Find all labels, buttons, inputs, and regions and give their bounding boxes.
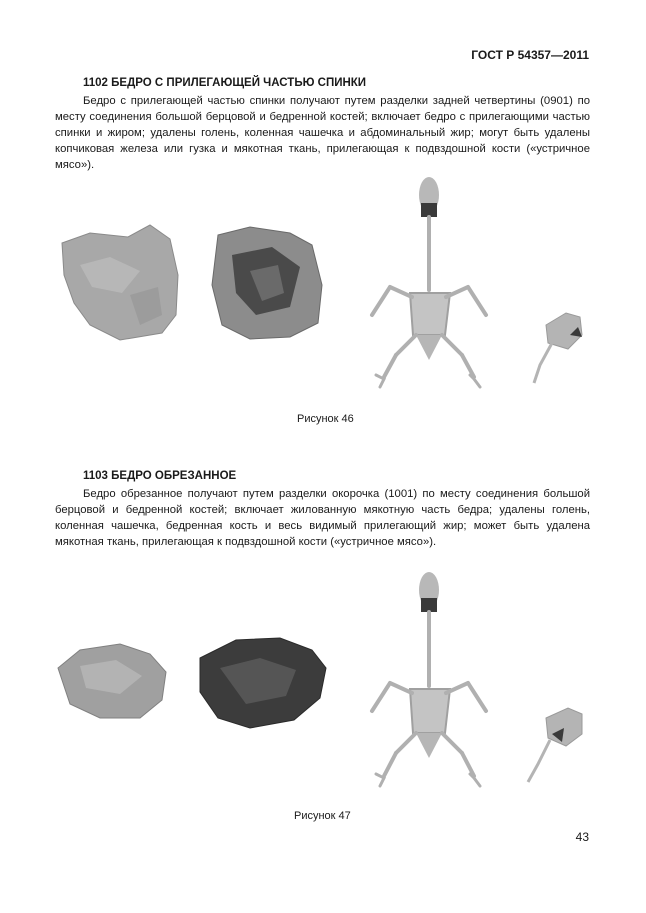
document-header: ГОСТ Р 54357—2011 [471,48,589,62]
section-text-1102: Бедро с прилегающей частью спинки получают путем разделки задней четвертины (0901) по месту соединения большой берцовой и бедренной костей; включает бедро с прилегающими частью спинки и жиром; удалены голень, коленная чашечка и абдоминальный жир; могут быть удалены копчиковая железа или гузка и мякотная ткань, прилегающая к подвздошной кости («устричное мясо»). [55,95,590,171]
figure-47-image [50,568,610,800]
page-number: 43 [575,830,589,844]
figure-47-caption: Рисунок 47 [294,810,351,822]
figure-46 [50,175,610,405]
skeleton-diagram-2 [372,572,486,786]
section-text-1103: Бедро обрезанное получают путем разделки окорочка (1001) по месту соединения большой берцовой и бедренной костей; включает жилованную мякотную часть бедра; удалены голень, коленная чашечка, бедренная кость и весь видимый прилегающий жир; может быть удалена мякотная ткань, прилегающая к подвздошной кости («устричное мясо»). [55,488,590,548]
figure-47 [50,568,610,800]
figure-46-caption: Рисунок 46 [297,413,354,425]
skeleton-diagram [372,177,486,387]
section-title-1103: 1103 БЕДРО ОБРЕЗАННОЕ [83,470,237,482]
section-title-1102: 1102 БЕДРО С ПРИЛЕГАЮЩЕЙ ЧАСТЬЮ СПИНКИ [83,77,367,89]
figure-46-image [50,175,610,405]
leg-detail-2 [546,708,582,746]
